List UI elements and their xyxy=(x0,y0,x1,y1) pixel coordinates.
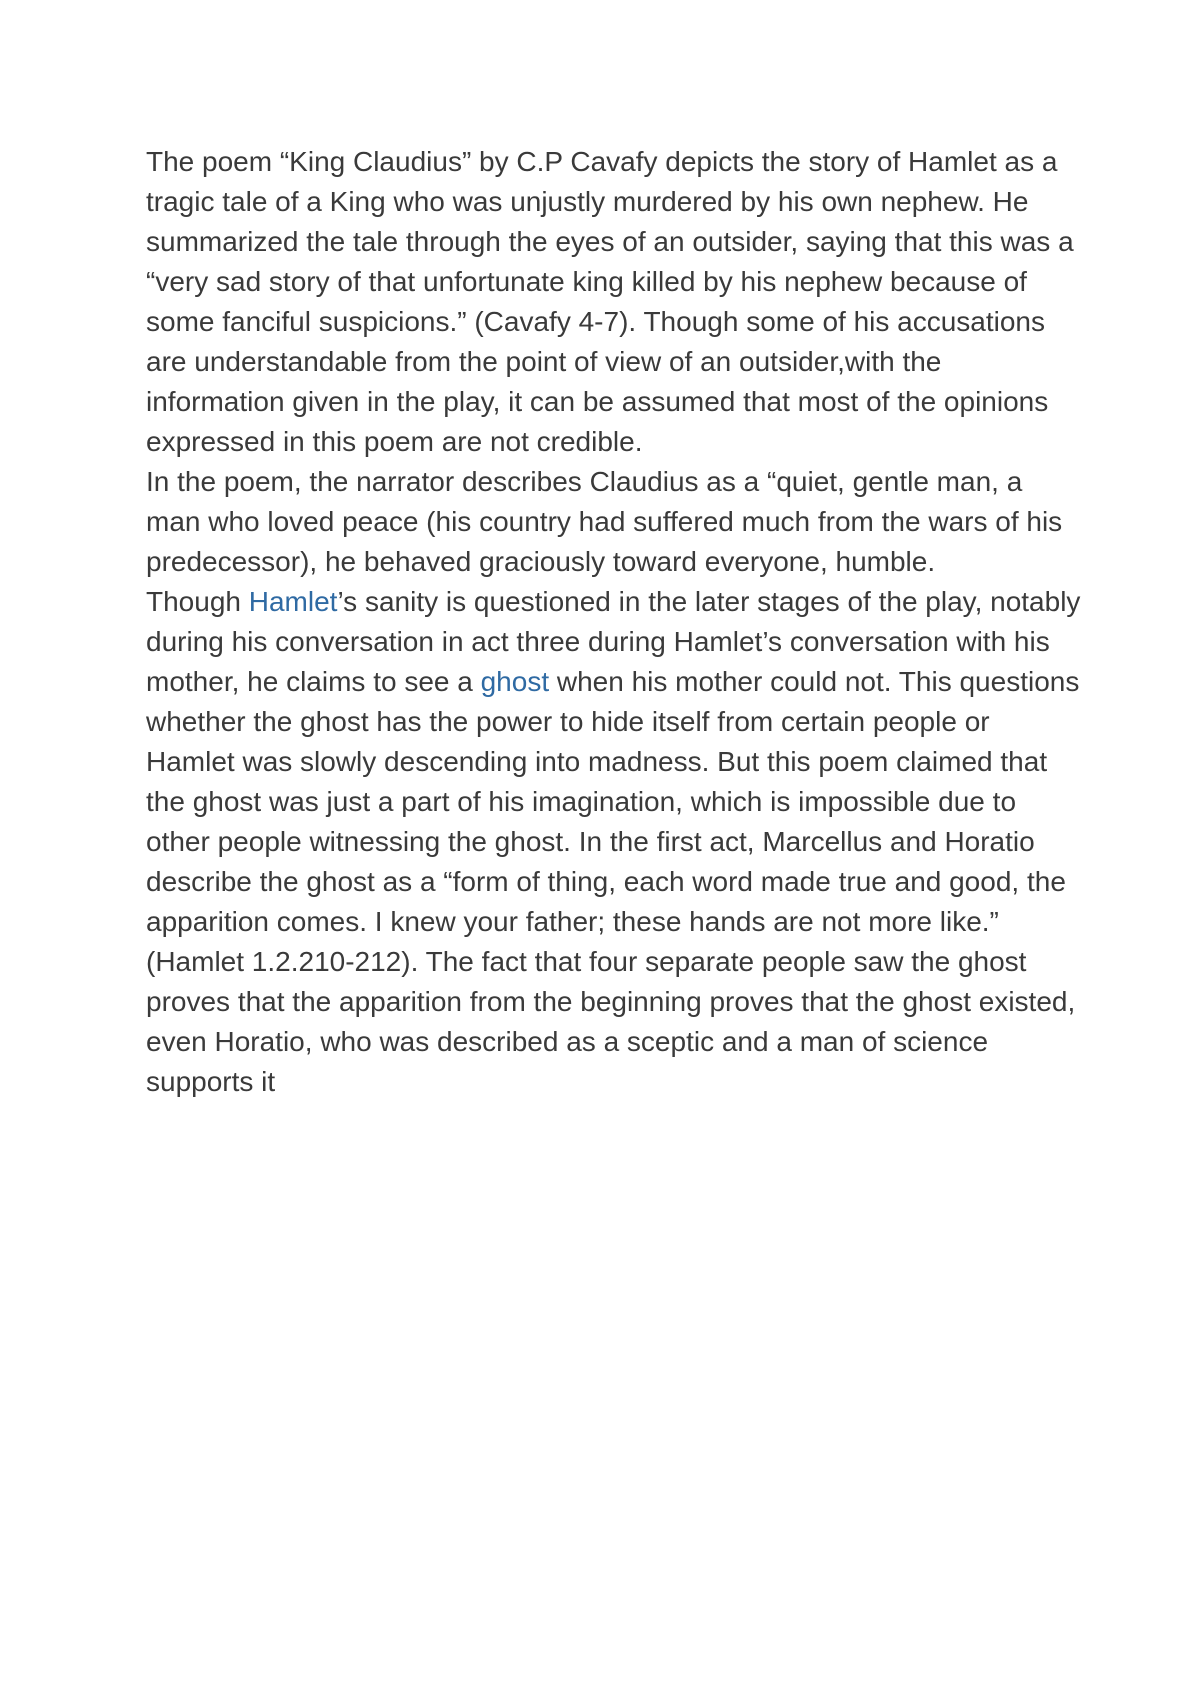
paragraph-intro: The poem “King Claudius” by C.P Cavafy depicts the story of Hamlet as a tragic tale of a King who was unjustly murdered by his own nephew. He summarized the tale through the eyes of an outsider, saying that this was a “very sad story of that unfortunate king killed by his nephew because of some fanciful suspicions.” (Cavafy 4-7). Though some of his accusations are understandable from the point of view of an outsider,with the information given in the play, it can be assumed that most of the opinions expressed in this poem are not credible. xyxy=(146,146,1074,457)
paragraph-text: ’s sanity is questioned in the later stages of the play, notably during his conversation in act three during Hamlet’s conversation with his mother, he claims to see a xyxy=(146,586,1081,697)
paragraph-ghost-argument xyxy=(146,582,1081,1102)
paragraph-claudius-description: In the poem, the narrator describes Claudius as a “quiet, gentle man, a man who loved peace (his country had suffered much from the wars of his predecessor), he behaved graciously toward everyone, humble. xyxy=(146,466,1063,577)
document-body xyxy=(146,142,1081,1102)
paragraph-text: when his mother could not. This questions whether the ghost has the power to hide itself from certain people or Hamlet was slowly descending into madness. But this poem claimed that the ghost was just a part of his imagination, which is impossible due to other people witnessing the ghost. In the first act, Marcellus and Horatio describe the ghost as a “form of thing, each word made true and good, the apparition comes. I knew your father; these hands are not more like.” (Hamlet 1.2.210-212). The fact that four separate people saw the ghost proves that the apparition from the beginning proves that the ghost existed, even Horatio, who was described as a sceptic and a man of science supports it xyxy=(146,666,1080,1097)
paragraph-text: Though xyxy=(146,586,249,617)
hamlet-link[interactable]: Hamlet xyxy=(248,586,338,617)
ghost-link[interactable]: ghost xyxy=(480,666,550,697)
